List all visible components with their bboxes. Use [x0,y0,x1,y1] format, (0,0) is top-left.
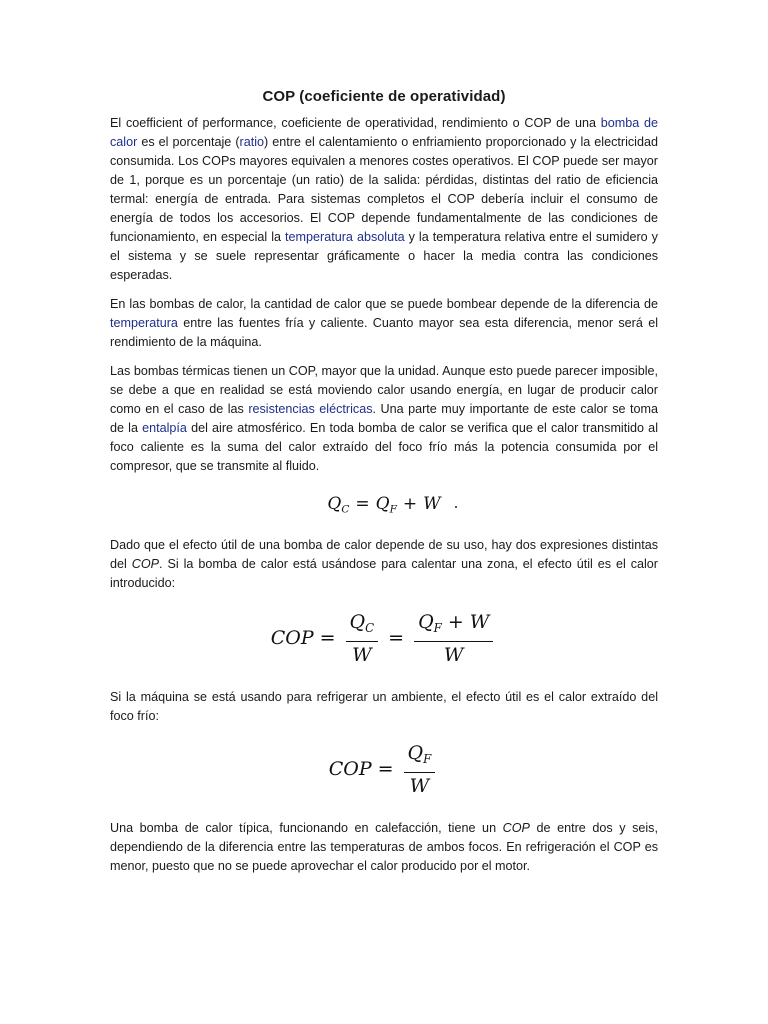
text-run: . Una parte muy importante de este calor se toma de la [110,402,658,435]
eq-symbol: W [423,494,441,514]
equation-cop-heating [110,611,658,666]
eq-subscript: C [365,620,375,635]
eq-subscript: F [389,503,397,516]
eq-fraction [404,742,436,797]
eq-denominator: W [443,643,464,666]
eq-symbol: Q [418,610,434,633]
eq-operator: = [319,627,336,650]
text-run: . Si la bomba de calor está usándose para calentar una zona, el efecto útil es el calor introducido: [110,556,659,590]
eq-fraction [346,611,379,666]
eq-symbol: Q [327,494,342,514]
text-run: es el porcentaje ( [137,135,240,149]
text-run: Una bomba de calor típica, funcionando en calefacción, tiene un [110,820,503,835]
eq-symbol: COP [328,758,372,781]
paragraph-typical-cop [110,819,658,876]
eq-subscript: F [423,751,432,766]
link-temperatura[interactable]: temperatura [110,316,178,330]
eq-operator: = [388,627,405,650]
equation-heat-balance [110,494,658,516]
link-temperatura-absoluta[interactable]: temperatura absoluta [285,230,405,244]
eq-denominator: W [409,774,430,797]
eq-symbol: COP [270,627,314,650]
text-run: ) entre el calentamiento o enfriamiento proporcionado y la electricidad consumida. Los COPs mayores equivalen a menores costes operativos. El COP puede ser mayor de 1, porque es un porcentaje (un ratio) de la salida: pérdidas, distintas del ratio de eficiencia termal: energía de entrada. Para sistemas completos el COP debería incluir el consumo de energía de todos los accesorios. El COP depende fundamentalmente de las condiciones de funcionamiento, en especial la [110,135,658,244]
eq-operator: = [355,494,370,514]
eq-symbol: Q [407,741,424,764]
equation-cop-cooling [110,742,658,797]
page-title: COP (coeficiente de operatividad) [262,88,506,105]
text-run: del aire atmosférico. En toda bomba de calor se verifica que el calor transmitido al foco caliente es la suma del calor extraído del foco frío más la potencia consumida por el compresor, que se transmite al fluido. [110,421,658,473]
text-run: Dado que el efecto útil de una bomba de calor depende de su uso, hay dos expresiones distintas del [110,537,658,571]
paragraph-temperature-difference [110,295,658,352]
paragraph-cop-definition [110,114,658,285]
eq-subscript: F [433,620,442,635]
text-run: entre las fuentes fría y caliente. Cuanto mayor sea esta diferencia, menor será el rendimiento de la máquina. [110,316,658,349]
text-run: Las bombas térmicas tienen un COP, mayor que la unidad. Aunque esto puede parecer imposible, se debe a que en realidad se está moviendo calor usando energía, en lugar de producir calor como en el caso de las [110,364,658,416]
eq-numerator [414,611,493,642]
text-emphasis: COP [502,820,530,835]
eq-subscript: C [341,503,350,516]
eq-numerator [346,611,379,642]
stray-dot [455,506,457,508]
text-emphasis: COP [131,556,160,571]
eq-symbol: Q [375,494,390,514]
link-bomba-de-calor[interactable]: bomba de calor [110,116,658,149]
eq-operator: + [402,494,418,514]
eq-operator: + [447,610,464,633]
text-run: de entre dos y seis, dependiendo de la diferencia entre las temperaturas de ambos focos. En refrigeración el COP es menor, puesto que no se puede aprovechar el calor producido por el motor. [110,820,658,873]
text-run: y la temperatura relativa entre el sumidero y el sistema y se suele representar gráficamente o hacer la media contra las condiciones esperadas. [110,230,658,282]
eq-symbol: W [469,610,490,633]
eq-numerator [404,742,436,773]
link-ratio[interactable]: ratio [239,135,265,149]
eq-symbol: Q [349,610,366,633]
link-entalpia[interactable]: entalpía [142,421,187,435]
eq-operator: = [377,758,394,781]
text-run: El coefficient of performance, coeficiente de operatividad, rendimiento o COP de una [110,116,601,130]
eq-denominator: W [352,643,372,666]
eq-fraction [414,611,493,666]
text-run: En las bombas de calor, la cantidad de calor que se puede bombear depende de la diferencia de [110,297,658,311]
paragraph-cop-expressions [110,536,658,593]
paragraph-refrigeration: Si la máquina se está usando para refrigerar un ambiente, el efecto útil es el calor extraído del foco frío: [110,689,658,723]
link-resistencias-electricas[interactable]: resistencias eléctricas [248,402,373,416]
paragraph-heat-pumps [110,362,658,476]
